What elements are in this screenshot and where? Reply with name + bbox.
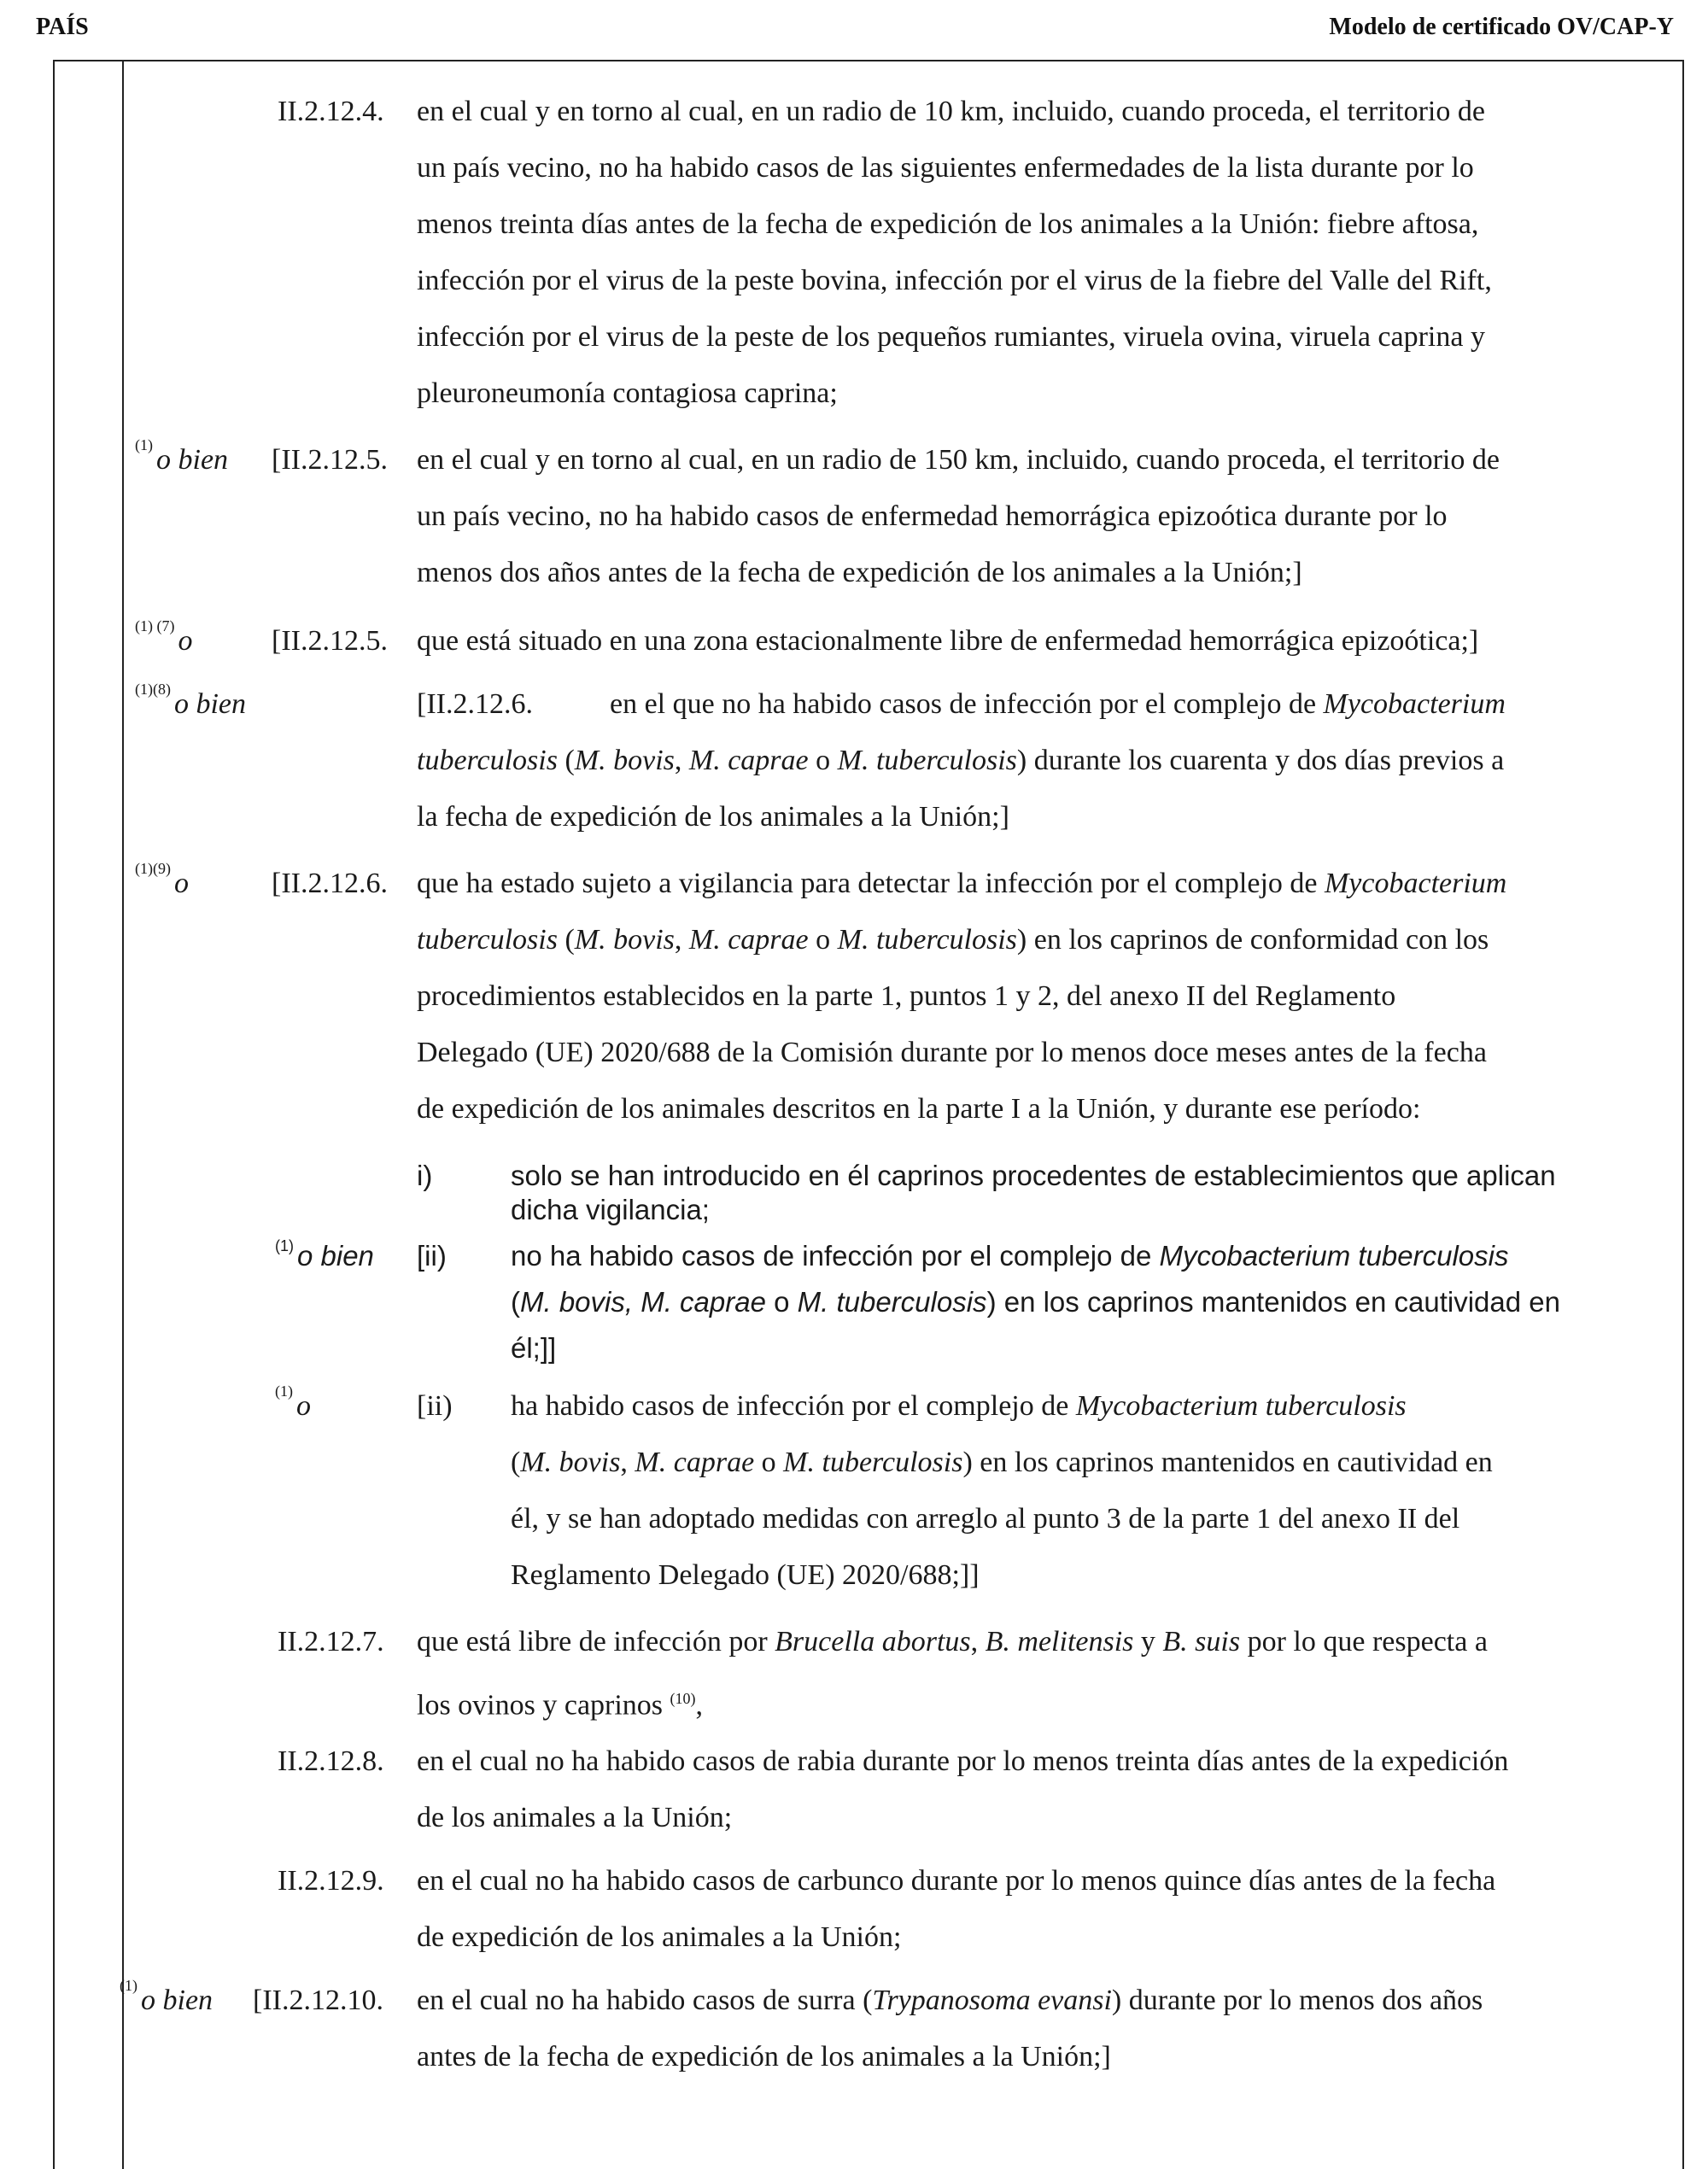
clause-number: [II.2.12.6. bbox=[417, 688, 533, 720]
text-line: Reglamento Delegado (UE) 2020/688;]] bbox=[511, 1559, 980, 1591]
text-line: infección por el virus de la peste de los pequeños rumiantes, viruela ovina, viruela caprina y bbox=[417, 321, 1485, 353]
text-line: un país vecino, no ha habido casos de las siguientes enfermedades de la lista durante por lo bbox=[417, 152, 1474, 184]
text-line: que está libre de infección por Brucella abortus, B. melitensis y B. suis por lo que respecta a bbox=[417, 1626, 1488, 1657]
footnote-ref: (1)(8) bbox=[135, 681, 171, 698]
text-line: tuberculosis (M. bovis, M. caprae o M. tuberculosis) durante los cuarenta y dos días previos a bbox=[417, 745, 1505, 776]
text-line: infección por el virus de la peste bovina, infección por el virus de la fiebre del Valle del Rift, bbox=[417, 265, 1492, 296]
text-line: que ha estado sujeto a vigilancia para detectar la infección por el complejo de Mycobacterium bbox=[417, 868, 1507, 899]
text-line: tuberculosis (M. bovis, M. caprae o M. tuberculosis) en los caprinos de conformidad con los bbox=[417, 924, 1489, 956]
clause-text bbox=[417, 84, 1672, 422]
text-line: un país vecino, no ha habido casos de enfermedad hemorrágica epizoótica durante por lo bbox=[417, 500, 1448, 532]
text-line: en el cual no ha habido casos de carbunco durante por lo menos quince días antes de la fecha bbox=[417, 1865, 1496, 1897]
text-line: solo se han introducido en él caprinos procedentes de establecimientos que aplican bbox=[511, 1160, 1556, 1191]
clause-text bbox=[417, 1853, 1672, 1966]
clause-text bbox=[417, 676, 1672, 845]
text-line: en el cual y en torno al cual, en un radio de 150 km, incluido, cuando proceda, el territorio de bbox=[417, 444, 1500, 476]
footnote-ref: (1) bbox=[120, 1977, 137, 1994]
text-line: ha habido casos de infección por el complejo de Mycobacterium tuberculosis bbox=[511, 1390, 1407, 1422]
option-label: o bbox=[178, 625, 193, 657]
footnote-ref: (1) (7) bbox=[135, 617, 175, 634]
option-marker bbox=[275, 1378, 311, 1435]
clause-text bbox=[417, 613, 1672, 669]
text-line: de expedición de los animales a la Unión; bbox=[417, 1921, 902, 1953]
footnote-ref: (1)(9) bbox=[135, 860, 171, 877]
footnote-ref: (1) bbox=[275, 1383, 293, 1400]
footnote-ref: (1) bbox=[275, 1237, 294, 1254]
footnote-ref: (1) bbox=[135, 436, 153, 453]
option-marker bbox=[135, 676, 246, 733]
header-country: PAÍS bbox=[36, 14, 89, 40]
clause-text bbox=[417, 856, 1672, 1137]
option-marker bbox=[135, 613, 192, 669]
clause-number: II.2.12.4. bbox=[278, 96, 384, 127]
option-label: o bien bbox=[173, 688, 247, 720]
clause-number: II.2.12.7. bbox=[278, 1626, 384, 1657]
text-line: la fecha de expedición de los animales a la Unión;] bbox=[417, 801, 1009, 833]
text-line: los ovinos y caprinos $^{(10)}$, bbox=[417, 1689, 704, 1722]
header-model: Modelo de certificado OV/CAP-Y bbox=[1329, 14, 1674, 40]
text-line: que está situado en una zona estacionalmente libre de enfermedad hemorrágica epizoótica;] bbox=[417, 625, 1479, 657]
clause-number: II.2.12.9. bbox=[278, 1865, 384, 1897]
option-label: o bbox=[173, 868, 189, 899]
text-line: (M. bovis, M. caprae o M. tuberculosis) en los caprinos mantenidos en cautividad en bbox=[511, 1447, 1493, 1478]
text-line: antes de la fecha de expedición de los animales a la Unión;] bbox=[417, 2041, 1111, 2073]
text-line: menos treinta días antes de la fecha de expedición de los animales a la Unión: fiebre aftosa, bbox=[417, 208, 1479, 240]
text-line: menos dos años antes de la fecha de expedición de los animales a la Unión;] bbox=[417, 557, 1302, 588]
option-label: o bien bbox=[141, 1985, 214, 2016]
clause-number: II.2.12.8. bbox=[278, 1745, 384, 1777]
clause-text bbox=[417, 1614, 1672, 1733]
text-line: de expedición de los animales descritos en la parte I a la Unión, y durante ese período: bbox=[417, 1093, 1421, 1125]
subitem-number: [ii) bbox=[417, 1240, 447, 1272]
option-marker bbox=[120, 1973, 213, 2029]
clause-number: [II.2.12.5. bbox=[272, 625, 388, 657]
text-line: pleuroneumonía contagiosa caprina; bbox=[417, 377, 838, 409]
text-line: dicha vigilancia; bbox=[511, 1194, 710, 1225]
option-marker bbox=[135, 432, 228, 488]
clause-number: [II.2.12.5. bbox=[272, 444, 388, 476]
clause-text bbox=[417, 432, 1672, 601]
subitem-number: [ii) bbox=[417, 1390, 453, 1422]
text-line: en el cual y en torno al cual, en un radio de 10 km, incluido, cuando proceda, el territorio de bbox=[417, 96, 1485, 127]
text-line: procedimientos establecidos en la parte 1, puntos 1 y 2, del anexo II del Reglamento bbox=[417, 980, 1396, 1012]
text-line: en el cual no ha habido casos de rabia durante por lo menos treinta días antes de la expedición bbox=[417, 1745, 1509, 1777]
option-label: o bien bbox=[297, 1240, 374, 1272]
clause-number: [II.2.12.10. bbox=[253, 1985, 383, 2016]
subitem-text bbox=[511, 1378, 1672, 1604]
option-marker bbox=[275, 1233, 374, 1279]
subitem-text bbox=[511, 1153, 1672, 1233]
margin-column-divider bbox=[122, 60, 124, 2169]
subitem-text bbox=[511, 1233, 1672, 1371]
option-label: o bbox=[296, 1390, 311, 1422]
option-label: o bien bbox=[156, 444, 229, 476]
text-line: (M. bovis, M. caprae o M. tuberculosis) en los caprinos mantenidos en cautividad en bbox=[511, 1286, 1560, 1318]
text-line: en el cual no ha habido casos de surra (Trypanosoma evansi) durante por lo menos dos años bbox=[417, 1985, 1483, 2016]
option-marker bbox=[135, 856, 189, 912]
text-line: de los animales a la Unión; bbox=[417, 1802, 733, 1833]
subitem-number: i) bbox=[417, 1160, 433, 1191]
text-line: no ha habido casos de infección por el complejo de Mycobacterium tuberculosis bbox=[511, 1240, 1509, 1272]
text-line: él;]] bbox=[511, 1332, 557, 1364]
clause-text bbox=[417, 1973, 1672, 2085]
clause-text bbox=[417, 1733, 1672, 1846]
text-line: él, y se han adoptado medidas con arreglo al punto 3 de la parte 1 del anexo II del bbox=[511, 1503, 1460, 1535]
text-line: en el que no ha habido casos de infección por el complejo de Mycobacterium bbox=[610, 688, 1506, 720]
clause-number: [II.2.12.6. bbox=[272, 868, 388, 899]
text-line: Delegado (UE) 2020/688 de la Comisión durante por lo menos doce meses antes de la fecha bbox=[417, 1037, 1487, 1068]
